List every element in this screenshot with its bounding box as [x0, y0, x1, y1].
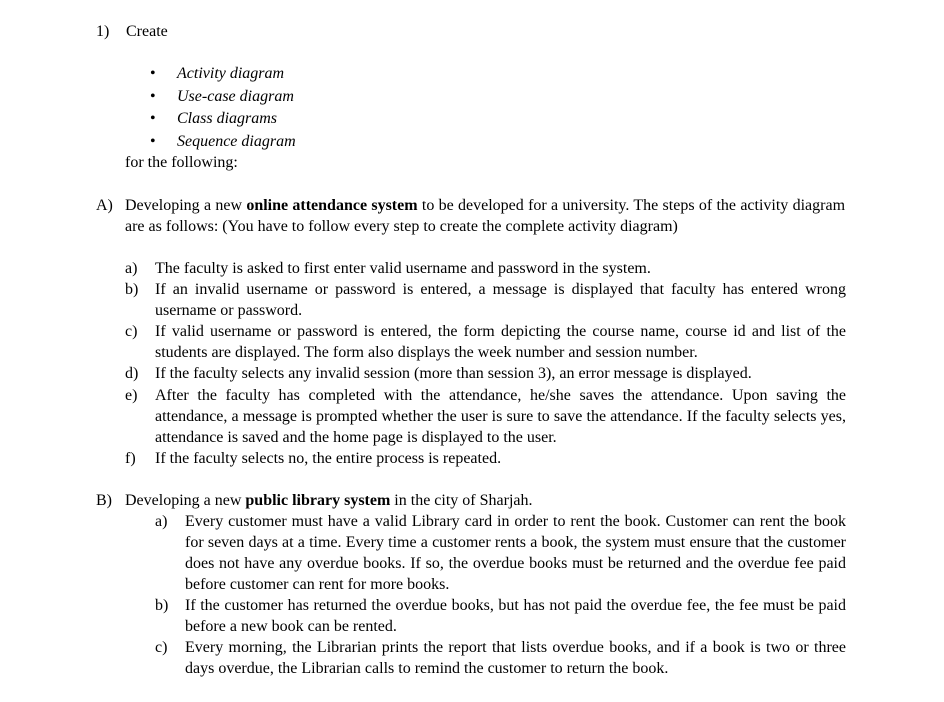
for-following-text: for the following: [125, 154, 238, 171]
item-label: c) [125, 323, 138, 340]
question-1-heading [96, 21, 856, 43]
item-text: Every customer must have a valid Library card in order to rent the book. Customer can rent the book for seven days at a time. Every time a customer rents a book, the system must ensure that the customer does not have any overdue books. If so, the overdue books must be returned and the overdue fee paid before customer can rent for more books. [185, 513, 846, 593]
item-label: d) [125, 365, 139, 382]
bullet-icon: • [150, 132, 156, 150]
list-item [155, 595, 846, 638]
item-text: If an invalid username or password is entered, a message is displayed that faculty has entered wrong username or password. [155, 281, 846, 319]
item-label: b) [125, 281, 139, 298]
intro-text: Developing a new [125, 492, 246, 509]
item-text: After the faculty has completed with the attendance, he/she saves the attendance. Upon saving the attendance, a message is prompted whether the user is sure to save the attendance. If the faculty selects yes, attendance is saved and the home page is displayed to the user. [155, 387, 846, 446]
list-item [125, 279, 846, 322]
list-item [125, 321, 846, 364]
bullet-icon: • [150, 65, 156, 82]
system-name: online attendance system [246, 197, 418, 214]
item-text: If the customer has returned the overdue books, but has not paid the overdue fee, the fee must be paid before a new book can be rented. [185, 597, 846, 635]
part-a-label: A) [96, 197, 113, 214]
item-label: a) [155, 513, 168, 530]
part-a-intro-text [125, 195, 845, 237]
item-label: e) [125, 387, 138, 404]
diagram-type: Class diagrams [177, 110, 278, 127]
bullet-icon: • [150, 110, 156, 127]
part-b-label: B) [96, 492, 112, 509]
list-item [125, 363, 846, 385]
intro-text: in the city of Sharjah. [390, 492, 533, 509]
diagram-type: Use-case diagram [177, 87, 294, 105]
list-item [125, 258, 846, 280]
part-b-intro [96, 490, 846, 512]
item-label: b) [155, 597, 169, 614]
diagram-type: Activity diagram [177, 65, 285, 82]
system-name: public library system [245, 492, 391, 509]
item-label: f) [125, 450, 136, 467]
intro-text: to be developed for a university. The steps of the activity diagram are as follows: (You have to follow every step to create the complete activity diagram) [125, 197, 846, 235]
item-text: If the faculty selects any invalid session (more than session 3), an error message is displayed. [155, 365, 752, 382]
diagram-type: Sequence diagram [177, 132, 296, 150]
item-label: c) [155, 639, 168, 656]
list-item [125, 448, 846, 470]
list-item [155, 637, 846, 680]
part-b-intro-text [125, 490, 845, 511]
list-item [155, 511, 846, 596]
list-item [125, 385, 846, 449]
question-number: 1) [96, 23, 110, 40]
bullet-icon: • [150, 87, 156, 105]
part-a-intro [96, 195, 846, 259]
question-title: Create [126, 23, 168, 40]
item-text: Every morning, the Librarian prints the report that lists overdue books, and if a book is two or three days overdue, the Librarian calls to remind the customer to return the book. [185, 639, 846, 677]
item-text: If valid username or password is entered, the form depicting the course name, course id and list of the students are displayed. The form also displays the week number and session number. [155, 323, 846, 361]
item-text: If the faculty selects no, the entire process is repeated. [155, 450, 502, 467]
item-text: The faculty is asked to first enter valid username and password in the system. [155, 260, 651, 277]
item-label: a) [125, 260, 138, 277]
intro-text: Developing a new [125, 197, 247, 214]
